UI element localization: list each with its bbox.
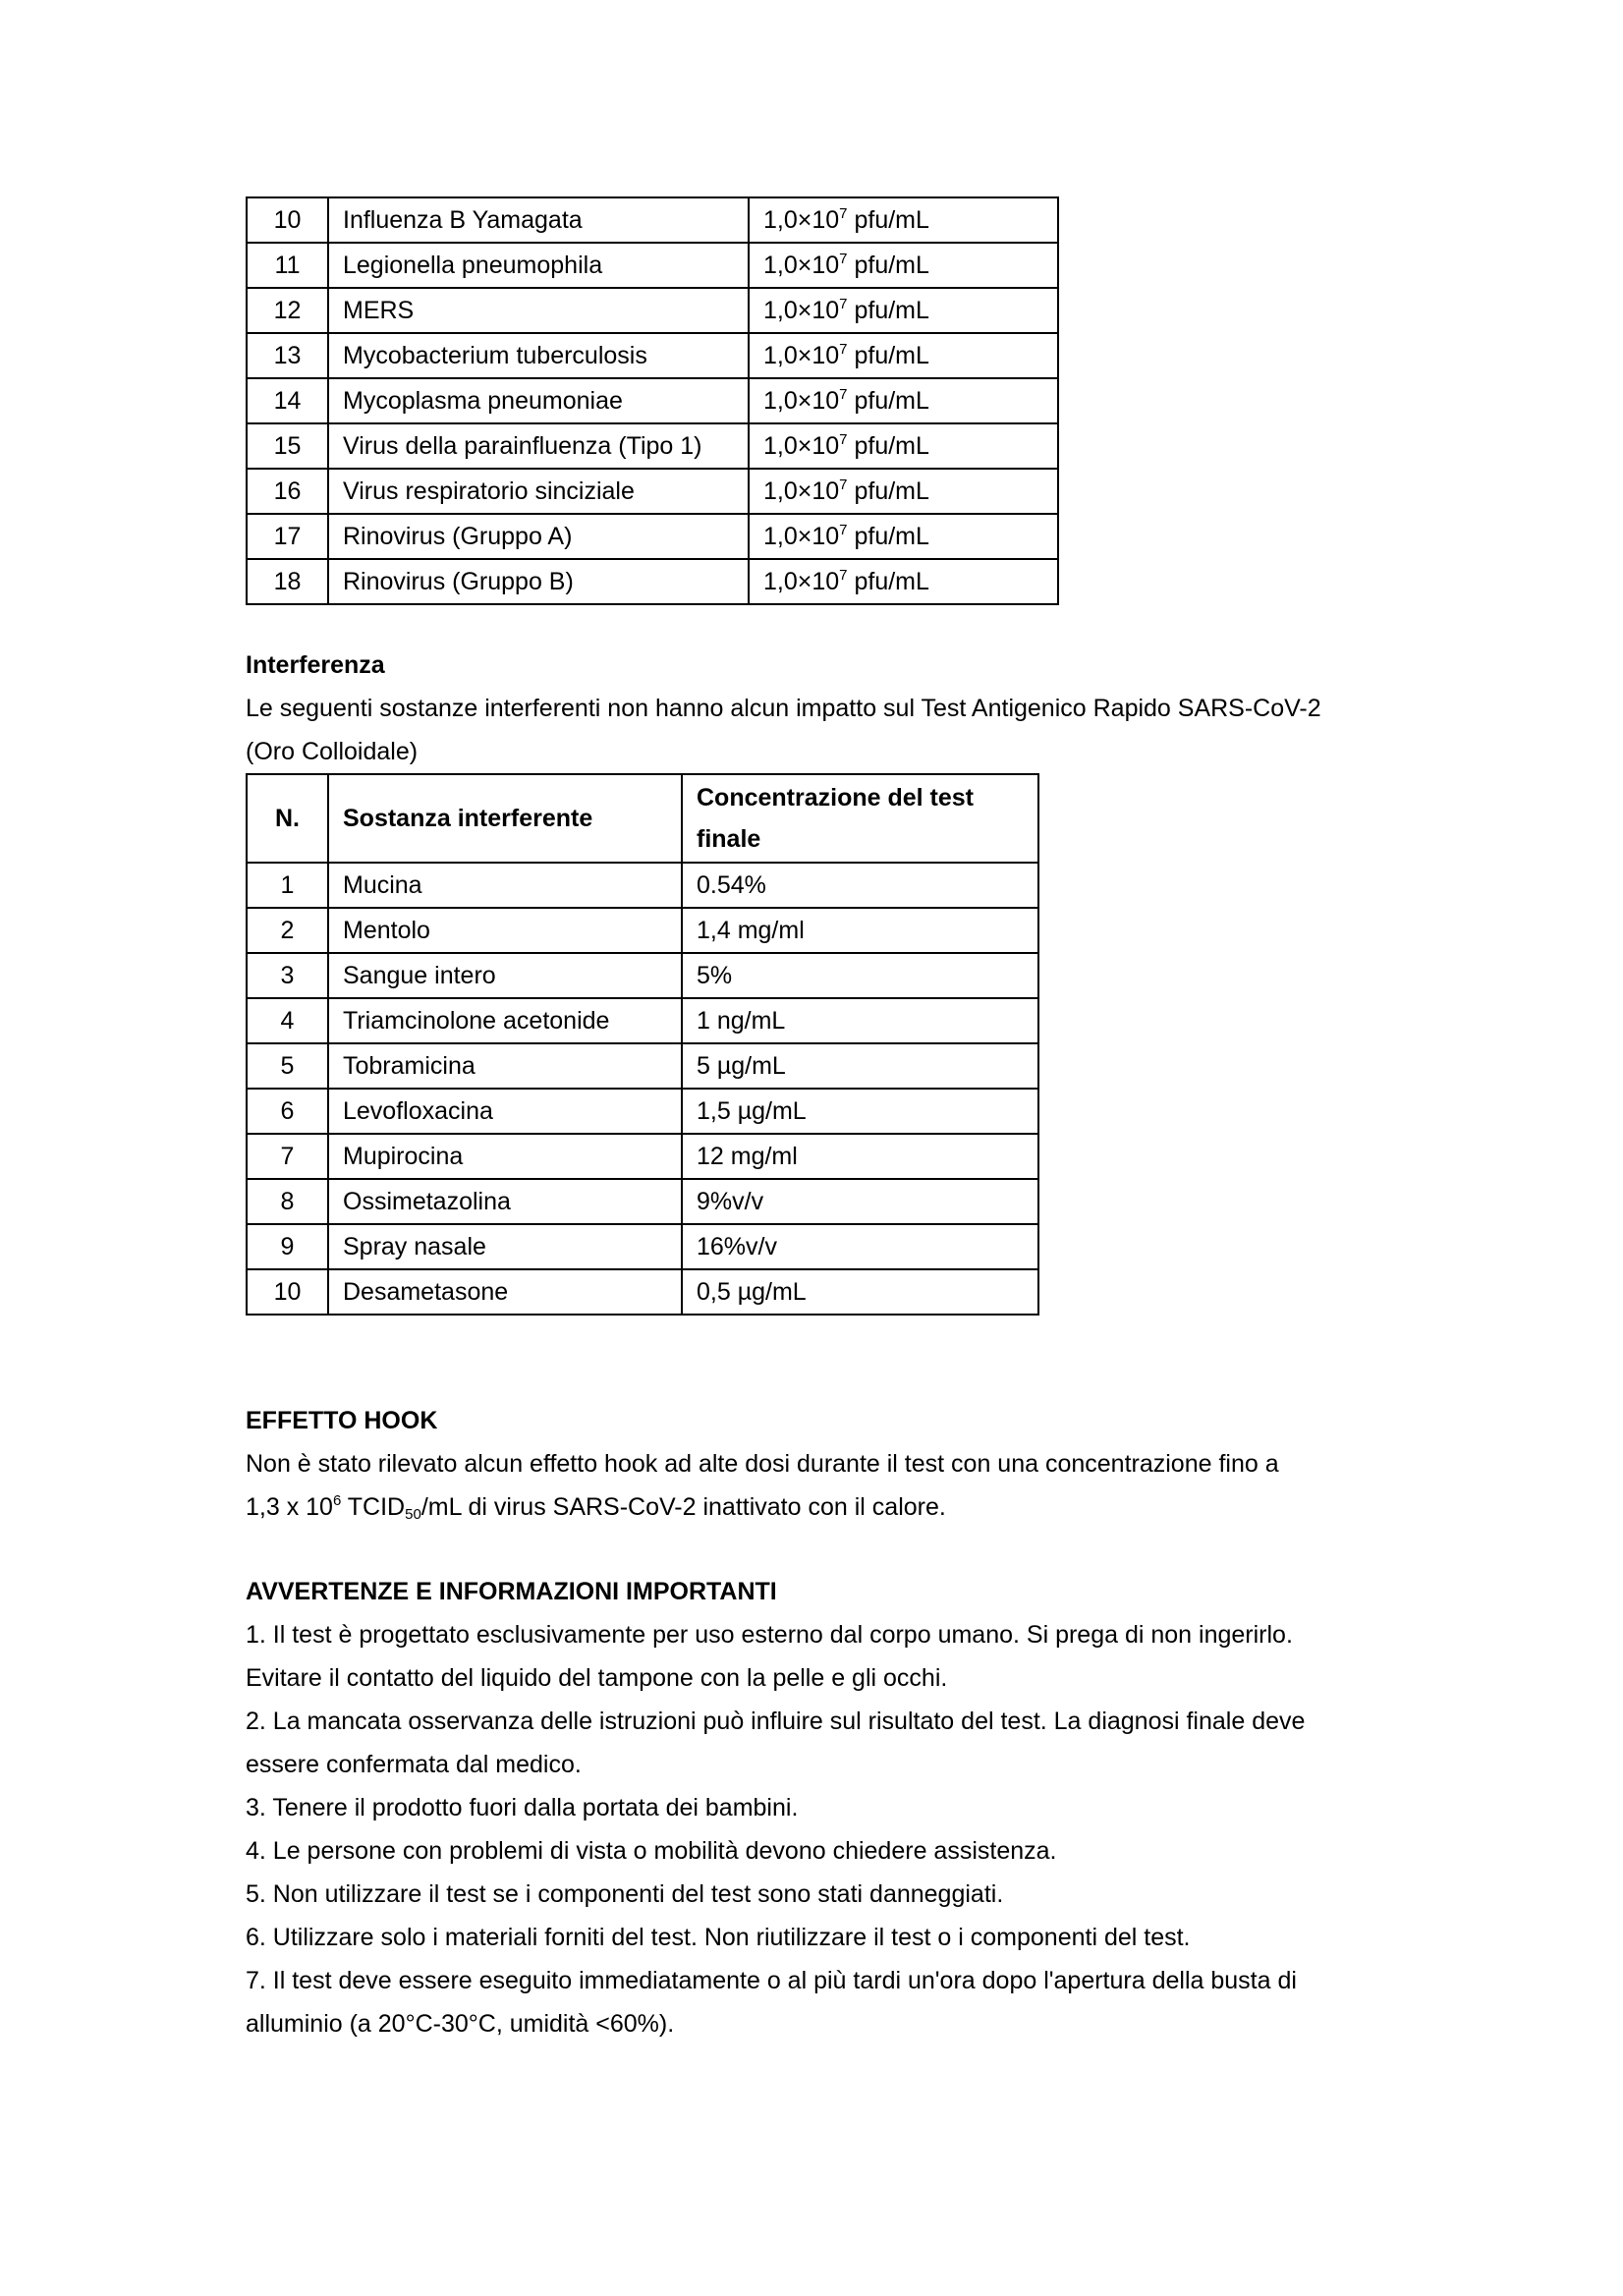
row-number: 18 xyxy=(247,559,328,604)
warning-line: essere confermata dal medico. xyxy=(246,1751,582,1778)
table-row xyxy=(247,243,1058,288)
pathogen-name: MERS xyxy=(328,288,749,333)
row-number: 17 xyxy=(247,514,328,559)
substance-name: Mupirocina xyxy=(328,1134,682,1179)
warning-line: 5. Non utilizzare il test se i componenti del test sono stati danneggiati. xyxy=(246,1880,1004,1908)
table-row xyxy=(247,514,1058,559)
row-number: 4 xyxy=(247,998,328,1043)
table-row xyxy=(247,863,1038,908)
row-number: 1 xyxy=(247,863,328,908)
test-concentration: 1,4 mg/ml xyxy=(682,908,1038,953)
table-row xyxy=(247,908,1038,953)
row-number: 10 xyxy=(247,1269,328,1315)
substance-name: Desametasone xyxy=(328,1269,682,1315)
row-number: 9 xyxy=(247,1224,328,1269)
pathogen-name: Influenza B Yamagata xyxy=(328,197,749,243)
cross-reactivity-table-body xyxy=(247,197,1058,604)
warning-line: alluminio (a 20°C-30°C, umidità <60%). xyxy=(246,2010,675,2038)
table-row xyxy=(247,1043,1038,1089)
table-row xyxy=(247,333,1058,378)
substance-name: Tobramicina xyxy=(328,1043,682,1089)
interferenza-intro-line2: (Oro Colloidale) xyxy=(246,738,419,765)
value-base: 1,0×10 xyxy=(763,522,840,550)
concentration-value xyxy=(749,514,1058,559)
table-row xyxy=(247,1134,1038,1179)
table-row xyxy=(247,1224,1038,1269)
concentration-value xyxy=(749,469,1058,514)
document-page xyxy=(246,196,1395,2045)
hook-line2-a: 1,3 x 10 xyxy=(246,1493,333,1521)
substance-name: Ossimetazolina xyxy=(328,1179,682,1224)
interference-table xyxy=(246,773,1039,1316)
row-number: 13 xyxy=(247,333,328,378)
interference-table-head xyxy=(247,774,1038,863)
row-number: 3 xyxy=(247,953,328,998)
concentration-value xyxy=(749,333,1058,378)
value-base: 1,0×10 xyxy=(763,205,840,234)
concentration-value xyxy=(749,288,1058,333)
hook-line2-b: TCID xyxy=(341,1493,406,1521)
pathogen-name: Rinovirus (Gruppo A) xyxy=(328,514,749,559)
row-number: 14 xyxy=(247,378,328,423)
warning-line: 1. Il test è progettato esclusivamente per uso esterno dal corpo umano. Si prega di non ingerirlo. xyxy=(246,1621,1293,1649)
substance-name: Mucina xyxy=(328,863,682,908)
table-row xyxy=(247,288,1058,333)
test-concentration: 1,5 µg/mL xyxy=(682,1089,1038,1134)
pathogen-name: Virus della parainfluenza (Tipo 1) xyxy=(328,423,749,469)
value-base: 1,0×10 xyxy=(763,251,840,279)
row-number: 2 xyxy=(247,908,328,953)
substance-name: Spray nasale xyxy=(328,1224,682,1269)
pathogen-name: Mycobacterium tuberculosis xyxy=(328,333,749,378)
test-concentration: 5 µg/mL xyxy=(682,1043,1038,1089)
substance-name: Levofloxacina xyxy=(328,1089,682,1134)
row-number: 16 xyxy=(247,469,328,514)
test-concentration: 1 ng/mL xyxy=(682,998,1038,1043)
value-base: 1,0×10 xyxy=(763,296,840,324)
value-unit: pfu/mL xyxy=(854,522,929,550)
hook-line2-sub: 50 xyxy=(405,1506,421,1523)
interferenza-heading: Interferenza xyxy=(246,651,385,679)
header-concentration-line1: Concentrazione del test xyxy=(697,784,974,812)
test-concentration: 9%v/v xyxy=(682,1179,1038,1224)
warning-line: Evitare il contatto del liquido del tampone con la pelle e gli occhi. xyxy=(246,1664,948,1692)
concentration-value xyxy=(749,423,1058,469)
pathogen-name: Legionella pneumophila xyxy=(328,243,749,288)
header-substance: Sostanza interferente xyxy=(328,774,682,863)
table-row xyxy=(247,1179,1038,1224)
row-number: 10 xyxy=(247,197,328,243)
interference-table-body xyxy=(247,863,1038,1315)
warning-line: 3. Tenere il prodotto fuori dalla portata dei bambini. xyxy=(246,1794,799,1821)
value-exponent: 7 xyxy=(839,430,848,448)
row-number: 5 xyxy=(247,1043,328,1089)
test-concentration: 0,5 µg/mL xyxy=(682,1269,1038,1315)
substance-name: Sangue intero xyxy=(328,953,682,998)
value-base: 1,0×10 xyxy=(763,431,840,460)
row-number: 15 xyxy=(247,423,328,469)
table-row xyxy=(247,559,1058,604)
hook-line2 xyxy=(246,1485,1395,1529)
test-concentration: 0.54% xyxy=(682,863,1038,908)
warning-line: 2. La mancata osservanza delle istruzioni può influire sul risultato del test. La diagnosi finale deve xyxy=(246,1708,1306,1735)
value-exponent: 7 xyxy=(839,476,848,493)
table-row xyxy=(247,998,1038,1043)
test-concentration: 12 mg/ml xyxy=(682,1134,1038,1179)
value-unit: pfu/mL xyxy=(854,341,929,369)
test-concentration: 5% xyxy=(682,953,1038,998)
header-concentration xyxy=(682,774,1038,863)
table-row xyxy=(247,378,1058,423)
concentration-value xyxy=(749,559,1058,604)
value-unit: pfu/mL xyxy=(854,476,929,505)
value-base: 1,0×10 xyxy=(763,567,840,595)
row-number: 7 xyxy=(247,1134,328,1179)
pathogen-name: Rinovirus (Gruppo B) xyxy=(328,559,749,604)
substance-name: Mentolo xyxy=(328,908,682,953)
pathogen-name: Mycoplasma pneumoniae xyxy=(328,378,749,423)
value-exponent: 7 xyxy=(839,521,848,538)
row-number: 8 xyxy=(247,1179,328,1224)
value-unit: pfu/mL xyxy=(854,431,929,460)
pathogen-name: Virus respiratorio sinciziale xyxy=(328,469,749,514)
hook-line2-c: /mL di virus SARS-CoV-2 inattivato con il calore. xyxy=(420,1493,946,1521)
concentration-value xyxy=(749,378,1058,423)
cross-reactivity-table xyxy=(246,196,1059,605)
value-unit: pfu/mL xyxy=(854,567,929,595)
warnings-heading: AVVERTENZE E INFORMAZIONI IMPORTANTI xyxy=(246,1578,777,1605)
value-exponent: 7 xyxy=(839,340,848,358)
header-n: N. xyxy=(247,774,328,863)
row-number: 11 xyxy=(247,243,328,288)
table-header-row xyxy=(247,774,1038,863)
table-row xyxy=(247,423,1058,469)
concentration-value xyxy=(749,197,1058,243)
value-exponent: 7 xyxy=(839,204,848,222)
value-unit: pfu/mL xyxy=(854,251,929,279)
test-concentration: 16%v/v xyxy=(682,1224,1038,1269)
value-exponent: 7 xyxy=(839,566,848,584)
hook-line2-sup: 6 xyxy=(332,1492,342,1509)
row-number: 12 xyxy=(247,288,328,333)
value-exponent: 7 xyxy=(839,295,848,312)
table-row xyxy=(247,197,1058,243)
table-row xyxy=(247,1089,1038,1134)
header-concentration-line2: finale xyxy=(697,825,761,853)
hook-line1: Non è stato rilevato alcun effetto hook ad alte dosi durante il test con una concentrazione fino a xyxy=(246,1450,1279,1478)
value-exponent: 7 xyxy=(839,385,848,403)
warning-line: 7. Il test deve essere eseguito immediatamente o al più tardi un'ora dopo l'apertura della busta di xyxy=(246,1967,1297,1994)
table-row xyxy=(247,1269,1038,1315)
value-exponent: 7 xyxy=(839,250,848,267)
interferenza-intro-line1: Le seguenti sostanze interferenti non hanno alcun impatto sul Test Antigenico Rapido SARS-CoV-2 xyxy=(246,695,1321,722)
value-unit: pfu/mL xyxy=(854,386,929,415)
row-number: 6 xyxy=(247,1089,328,1134)
substance-name: Triamcinolone acetonide xyxy=(328,998,682,1043)
value-base: 1,0×10 xyxy=(763,386,840,415)
value-unit: pfu/mL xyxy=(854,296,929,324)
value-unit: pfu/mL xyxy=(854,205,929,234)
concentration-value xyxy=(749,243,1058,288)
value-base: 1,0×10 xyxy=(763,341,840,369)
warning-line: 6. Utilizzare solo i materiali forniti del test. Non riutilizzare il test o i componenti del test. xyxy=(246,1924,1191,1951)
warning-line: 4. Le persone con problemi di vista o mobilità devono chiedere assistenza. xyxy=(246,1837,1057,1865)
table-row xyxy=(247,953,1038,998)
hook-heading: EFFETTO HOOK xyxy=(246,1407,438,1434)
table-row xyxy=(247,469,1058,514)
value-base: 1,0×10 xyxy=(763,476,840,505)
warnings-list xyxy=(246,1613,1395,2045)
